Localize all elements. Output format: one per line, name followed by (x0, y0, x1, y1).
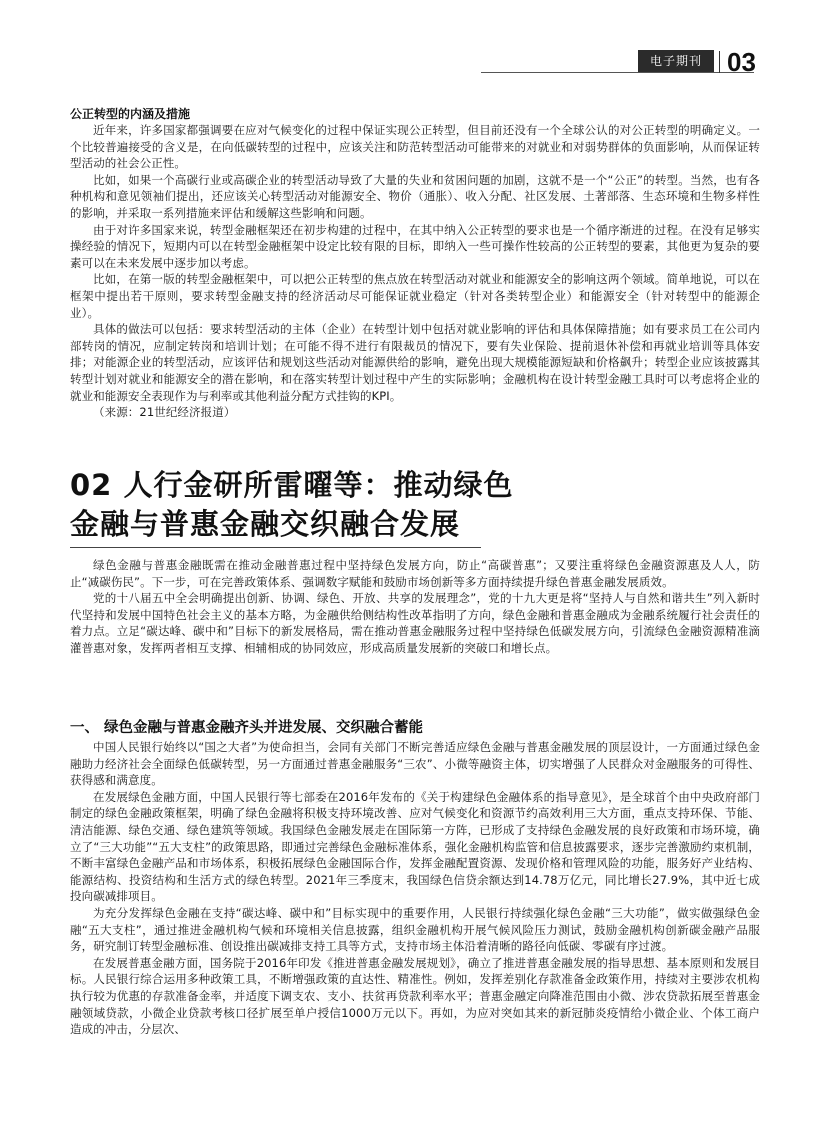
article-title-line: 02 人行金研所雷曜等：推动绿色 (70, 468, 514, 502)
article-title-line: 金融与普惠金融交织融合发展 (70, 507, 461, 541)
paragraph: 在发展绿色金融方面，中国人民银行等七部委在2016年发布的《关于构建绿色金融体系的指导意见》，是全球首个由中央政府部门制定的绿色金融政策框架，明确了绿色金融将积极支持环境改善、应对气候变化和资源节约高效利用三大方面，重点支持环保、节能、清洁能源、绿色交通、绿色建筑等领域。我国绿色金融发展走在国际第一方阵，已形成了支持绿色金融发展的良好政策和市场环境，确立了“三大功能”“五大支柱”的政策思路，即通过完善绿色金融标准体系，强化金融机构监管和信息披露要求，逐步完善激励约束机制，不断丰富绿色金融产品和市场体系，积极拓展绿色金融国际合作，发挥金融配置资源、发现价格和管理风险的功能，服务好产业结构、能源结构、投资结构和生活方式的绿色转型。2021年三季度末，我国绿色信贷余额达到14.78万亿元，同比增长27.9%，其中近七成投向碳减排项目。 (70, 789, 760, 904)
paragraph: 比如，如果一个高碳行业或高碳企业的转型活动导致了大量的失业和贫困问题的加剧，这就不是一个“公正”的转型。当然，也有各种机构和意见领袖们提出，还应该关心转型活动对能源安全、物价（通胀）、收入分配、社区发展、土著部落、生态环境和生物多样性的影响，并采取一系列措施来评估和缓解这些影响和问题。 (70, 172, 760, 220)
paragraph: 为充分发挥绿色金融在支持“碳达峰、碳中和”目标实现中的重要作用，人民银行持续强化绿色金融“三大功能”，做实做强绿色金融“五大支柱”，通过推进金融机构气候和环境相关信息披露，组织金融机构开展气候风险压力测试，鼓励金融机构创新碳金融产品服务，研究制订转型金融标准、创设推出碳减排支持工具等方式，支持市场主体沿着清晰的路径向低碳、零碳有序过渡。 (70, 905, 760, 954)
title-underline (70, 547, 481, 548)
paragraph: 在发展普惠金融方面，国务院于2016年印发《推进普惠金融发展规划》，确立了推进普惠金融发展的指导思想、基本原则和发展目标。人民银行综合运用多种政策工具，不断增强政策的直达性、精准性。例如，发挥差别化存款准备金政策作用，持续对主要涉农机构执行较为优惠的存款准备金率，并适度下调支农、支小、扶贫再贷款利率水平；普惠金融定向降准范围由小微、涉农贷款拓展至普惠金融领域贷款，小微企业贷款考核口径扩展至单户授信1000万元以下。再如，为应对突如其来的新冠肺炎疫情给小微企业、个体工商户造成的冲击，分层次、 (70, 955, 760, 1037)
header-separator (719, 51, 720, 73)
paragraph: 具体的做法可以包括：要求转型活动的主体（企业）在转型计划中包括对就业影响的评估和具体保障措施；如有要求员工在公司内部转岗的情况，应制定转岗和培训计划；在可能不得不进行有限裁员的情况下，要有失业保险、提前退休补偿和再就业培训等具体安排；对能源企业的转型活动，应该评估和规划这些活动对能源供给的影响，避免出现大规模能源短缺和价格飙升；转型企业应该披露其转型计划对就业和能源安全的潜在影响，和在落实转型计划过程中产生的实际影响；金融机构在设计转型金融工具时可以考虑将企业的就业和能源安全表现作为与利率或其他利益分配方式挂钩的KPI。 (70, 322, 760, 403)
section-just-transition (70, 106, 760, 421)
subsection-heading: 一、 绿色金融与普惠金融齐头并进发展、交织融合蓄能 (70, 720, 424, 736)
paragraph: 党的十八届五中全会明确提出创新、协调、绿色、开放、共享的发展理念”，党的十九大更是将“坚持人与自然和谐共生”列入新时代坚持和发展中国特色社会主义的基本方略，为金融供给侧结构性改革指明了方向，绿色金融和普惠金融成为金融系统履行社会责任的着力点。立足“碳达峰、碳中和”目标下的新发展格局，需在推动普惠金融服务过程中坚持绿色低碳发展方向，引流绿色金融资源精准滴灌普惠对象，发挥两者相互支撑、相辅相成的协同效应，形成高质量发展新的突破口和增长点。 (70, 591, 760, 655)
paragraph: 由于对许多国家来说，转型金融框架还在初步构建的过程中，在其中纳入公正转型的要求也是一个循序渐进的过程。在没有足够实操经验的情况下，短期内可以在转型金融框架中设定比较有限的目标，即纳入一些可操作性较高的公正转型的要素，其他更为复杂的要素可以在未来发展中逐步加以考虑。 (70, 222, 760, 270)
paragraph: 中国人民银行始终以“国之大者”为使命担当，会同有关部门不断完善适应绿色金融与普惠金融发展的顶层设计，一方面通过绿色金融助力经济社会全面绿色低碳转型，另一方面通过普惠金融服务“三农”、小微等融资主体，切实增强了人民群众对金融服务的可得性、获得感和满意度。 (70, 740, 760, 788)
article-intro (70, 557, 760, 657)
article-section-one (70, 717, 760, 1038)
paragraph: 比如，在第一版的转型金融框架中，可以把公正转型的焦点放在转型活动对就业和能源安全的影响这两个领域。简单地说，可以在框架中提出若干原则，要求转型金融支持的经济活动尽可能保证就业稳定（针对各类转型企业）和能源安全（针对转型中的能源企业）。 (70, 272, 760, 320)
paragraph: 近年来，许多国家都强调要在应对气候变化的过程中保证实现公正转型，但目前还没有一个全球公认的对公正转型的明确定义。一个比较普遍接受的含义是，在向低碳转型的过程中，应该关注和防范转型活动可能带来的对就业和对弱势群体的负面影响，从而保证转型活动的社会公正性。 (70, 123, 760, 171)
section-heading: 公正转型的内涵及措施 (70, 107, 191, 121)
paragraph: 绿色金融与普惠金融既需在推动金融普惠过程中坚持绿色发展方向，防止“高碳普惠”；又要注重将绿色金融资源惠及人人，防止“减碳伤民”。下一步，可在完善政策体系、强调数字赋能和鼓励市场创新等多方面持续提升绿色普惠金融发展质效。 (70, 558, 760, 589)
article-title (70, 466, 750, 544)
source-note: （来源：21世纪经济报道） (93, 405, 236, 420)
header-rule (481, 72, 754, 73)
page-number: 03 (727, 47, 756, 77)
journal-tag: 电子期刊 (638, 50, 714, 72)
